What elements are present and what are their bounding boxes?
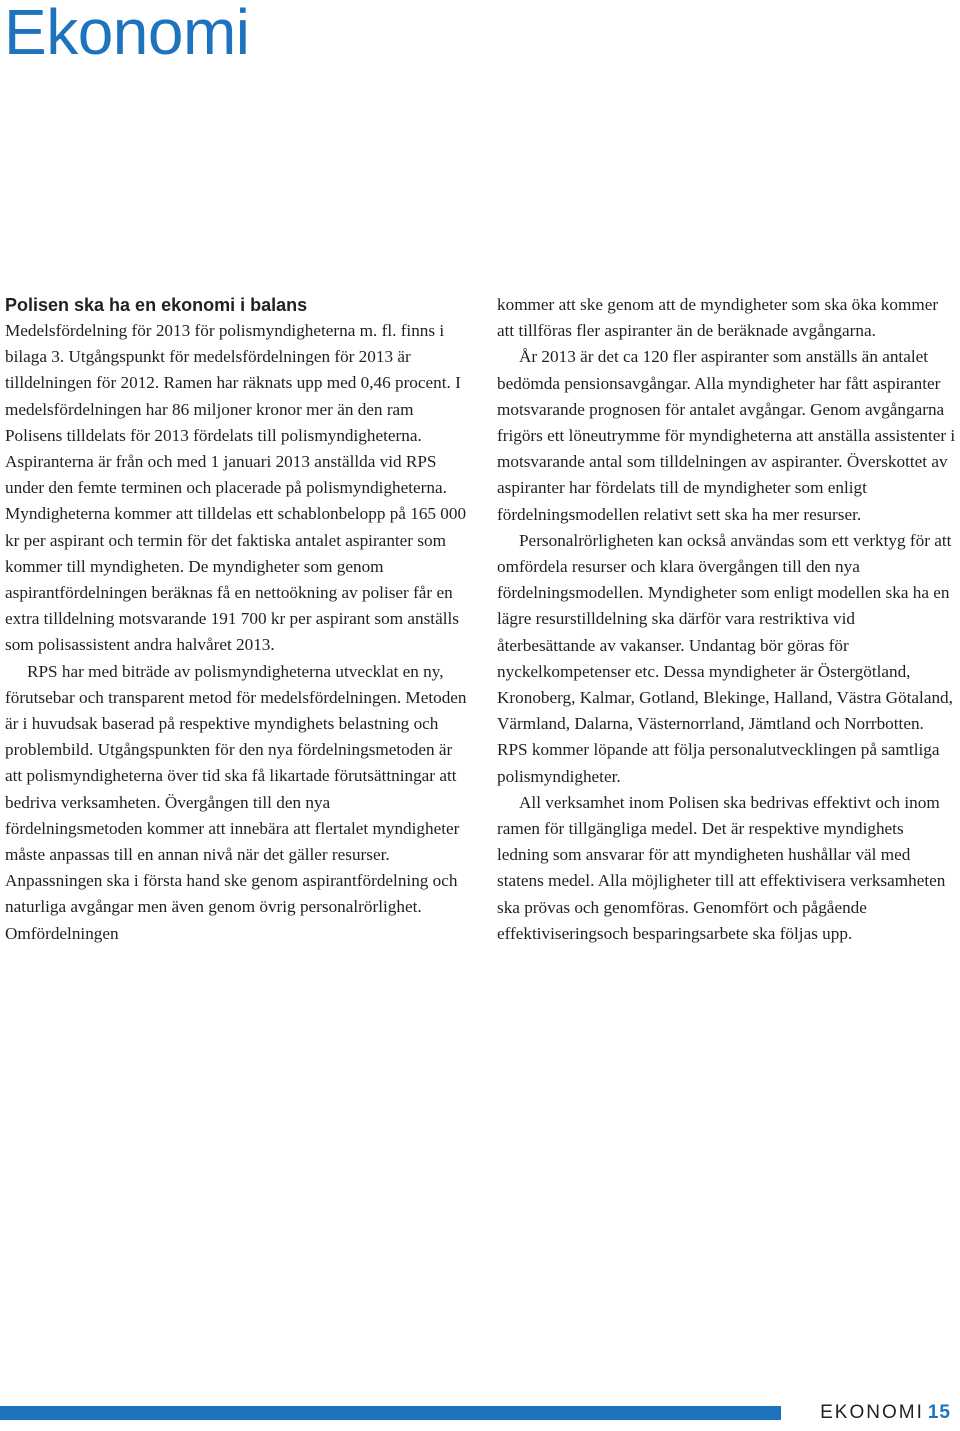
body-paragraph: Medelsfördelning för 2013 för polismyndigheterna m. fl. finns i bilaga 3. Utgångspunkt för medelsfördelningen för 2013 är tilldelningen för 2012. Ramen har räknats upp med 0,46 procent. I medelsfördelningen har 86 miljoner kronor mer än den ram Polisens tilldelats för 2013 fördelats till polismyndigheterna. Aspiranterna är från och med 1 januari 2013 anställda vid RPS under den femte terminen och placerade på polismyndigheterna. Myndigheterna kommer att tilldelas ett schablonbelopp på 165 000 kr per aspirant och termin för det faktiska antalet aspiranter som kommer till myndigheten. De myndigheter som genom aspirantfördelningen beräknas få en nettoökning av poliser får en extra tilldelning motsvarande 191 700 kr per aspirant som anställs som polisassistent andra halvåret 2013. bbox=[5, 321, 467, 655]
body-paragraph: Personalrörligheten kan också användas som ett verktyg för att omfördela resurser och klara övergången till den nya fördelningsmodellen. Myndigheter som enligt modellen ska ha en lägre resurstilldelning ska därför vara restriktiva vid återbesättande av vakanser. Undantag bör göras för nyckelkompetenser etc. Dessa myndigheter är Östergötland, Kronoberg, Kalmar, Gotland, Blekinge, Halland, Västra Götaland, Värmland, Dalarna, Västernorrland, Jämtland och Norrbotten. RPS kommer löpande att följa personalutvecklingen på samtliga polismyndigheter. bbox=[497, 530, 953, 786]
footer-accent-bar bbox=[0, 1406, 781, 1420]
left-column bbox=[5, 292, 467, 947]
page-number: 15 bbox=[927, 1402, 951, 1423]
body-paragraph: All verksamhet inom Polisen ska bedrivas effektivt och inom ramen för tillgängliga medel. Det är respektive myndighets ledning som ansvarar för att myndigheten hushållar väl med statens medel. Alla möjligheter till att effektivisera verksamheten ska prövas och genomföras. Genomfört och pågående effektiviseringsoch besparingsarbete ska följas upp. bbox=[497, 792, 946, 943]
footer-label bbox=[820, 1400, 951, 1426]
right-column bbox=[497, 292, 957, 947]
section-heading: Polisen ska ha en ekonomi i balans bbox=[5, 295, 308, 315]
body-paragraph: RPS har med biträde av polismyndigheterna utvecklat en ny, förutsebar och transparent metod för medelsfördelningen. Metoden är i huvudsak baserad på respektive myndighets belastning och problembild. Utgångspunkten för den nya fördelningsmetoden är att polismyndigheterna över tid ska få likartade förutsättningar att bedriva verksamheten. Övergången till den nya fördelningsmetoden kommer att innebära att flertalet myndigheter måste anpassas till en annan nivå när det gäller resurser. Anpassningen ska i första hand ske genom aspirantfördelning och naturliga avgångar men även genom övrig personalrörlighet. Omfördelningen bbox=[5, 661, 467, 943]
page-title: Ekonomi bbox=[4, 0, 250, 68]
body-paragraph: År 2013 är det ca 120 fler aspiranter som anställs än antalet bedömda pensionsavgångar. Alla myndigheter har fått aspiranter motsvarande prognosen för antalet avgångar. Genom avgångarna frigörs ett löneutrymme för myndigheterna att anställa assistenter i motsvarande antal som tilldelningen av aspiranter. Överskottet av aspiranter har fördelats till de myndigheter som enligt fördelningsmodellen relativt sett ska ha mer resurser. bbox=[497, 347, 956, 524]
body-paragraph: kommer att ske genom att de myndigheter som ska öka kommer att tillföras fler aspiranter än de beräknade avgångarna. bbox=[497, 295, 939, 341]
footer-section-label: EKONOMI bbox=[820, 1402, 924, 1423]
